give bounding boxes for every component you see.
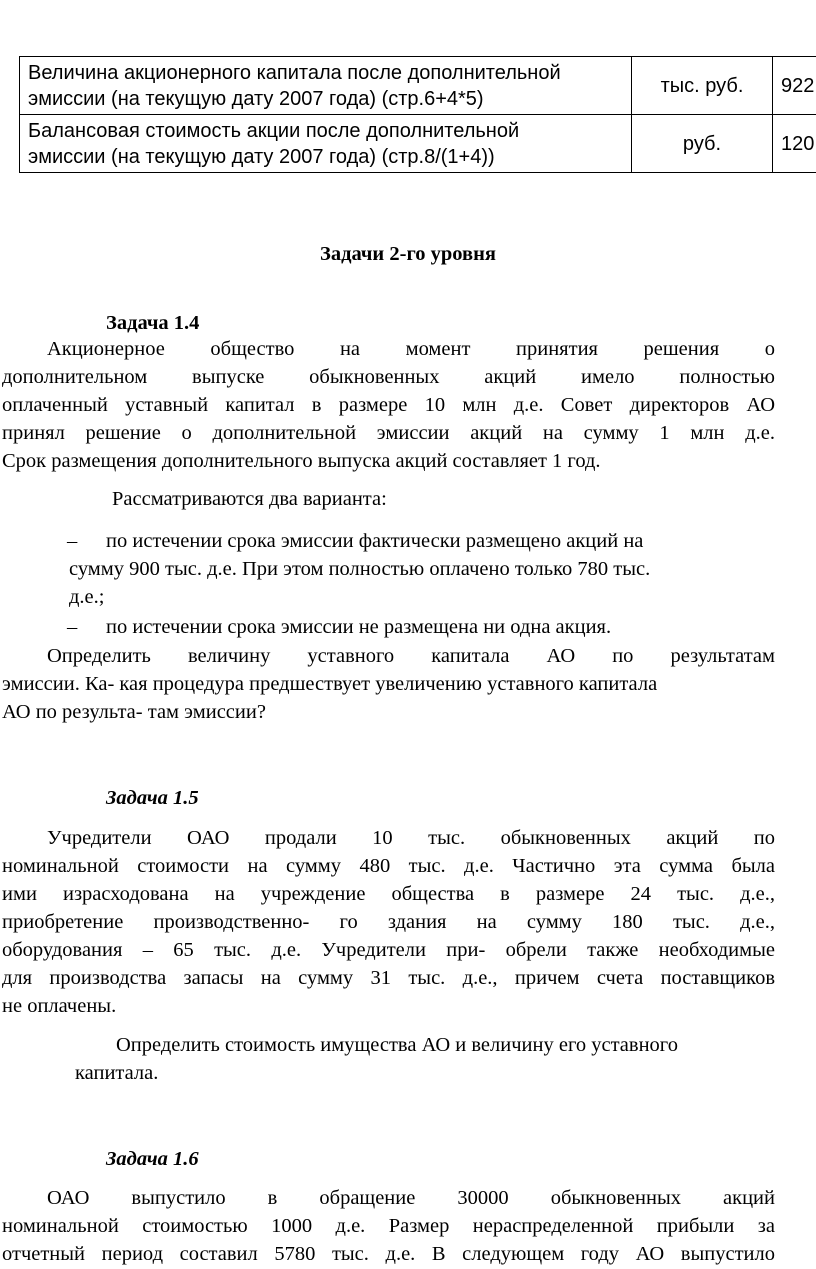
task-1-5-title: Задача 1.5 (106, 787, 199, 809)
paragraph-line: оплаченный уставный капитал в размере 10 млн д.е. Совет директоров АО (2, 394, 775, 416)
table-row (20, 57, 816, 115)
table-cell-value: 120 (773, 115, 816, 173)
task-1-4-title: Задача 1.4 (106, 312, 200, 334)
row-label-line: эмиссии (на текущую дату 2007 года) (стр.8/(1+4)) (28, 145, 495, 168)
question-line: Определить величину уставного капитала АО по результатам (47, 645, 775, 667)
list-item-line: по истечении срока эмиссии не размещена ни одна акция. (106, 616, 612, 638)
table-cell-label (20, 115, 632, 173)
paragraph-line: не оплачены. (2, 995, 117, 1017)
row-label-line: Балансовая стоимость акции после дополнительной (28, 119, 520, 142)
row-label-line: Величина акционерного капитала после дополнительной (28, 61, 561, 84)
paragraph-line: приобретение производственно- го здания на сумму 180 тыс. д.е., (2, 911, 775, 933)
paragraph-line: для производства запасы на сумму 31 тыс. д.е., причем счета поставщиков (2, 967, 775, 989)
list-item-line: по истечении срока эмиссии фактически размещено акций на (106, 530, 644, 552)
table-cell-unit: тыс. руб. (632, 57, 773, 115)
dash-bullet: – (67, 616, 78, 638)
task-1-6-title: Задача 1.6 (106, 1148, 199, 1170)
paragraph-line: номинальной стоимости на сумму 480 тыс. д.е. Частично эта сумма была (2, 855, 775, 877)
paragraph-line: принял решение о дополнительной эмиссии акций на сумму 1 млн д.е. (2, 422, 775, 444)
variants-intro: Рассматриваются два варианта: (112, 488, 387, 510)
table-row (20, 115, 816, 173)
paragraph-line: отчетный период составил 5780 тыс. д.е. В следующем году АО выпустило (2, 1243, 775, 1265)
table-cell-unit: руб. (632, 115, 773, 173)
paragraph-line: Учредители ОАО продали 10 тыс. обыкновенных акций по (47, 827, 775, 849)
paragraph-line: дополнительном выпуске обыкновенных акций имело полностью (2, 366, 775, 388)
list-item-line: д.е.; (69, 586, 105, 608)
question-line: капитала. (75, 1062, 159, 1084)
paragraph-line: ими израсходована на учреждение общества в размере 24 тыс. д.е., (2, 883, 775, 905)
paragraph-line: оборудования – 65 тыс. д.е. Учредители при- обрели также необходимые (2, 939, 775, 961)
question-line: Определить стоимость имущества АО и величину его уставного (116, 1034, 678, 1056)
paragraph-line: ОАО выпустило в обращение 30000 обыкновенных акций (47, 1187, 775, 1209)
question-line: эмиссии. Ка- кая процедура предшествует увеличению уставного капитала (2, 673, 658, 695)
row-label-line: эмиссии (на текущую дату 2007 года) (стр.6+4*5) (28, 87, 484, 110)
dash-bullet: – (67, 530, 78, 552)
paragraph-line: номинальной стоимостью 1000 д.е. Размер нераспределенной прибыли за (2, 1215, 775, 1237)
table-cell-value: 922 (773, 57, 816, 115)
list-item-line: сумму 900 тыс. д.е. При этом полностью оплачено только 780 тыс. (69, 558, 651, 580)
table-cell-label (20, 57, 632, 115)
capital-table (19, 56, 816, 173)
paragraph-line: Срок размещения дополнительного выпуска акций составляет 1 год. (2, 450, 601, 472)
section-heading: Задачи 2-го уровня (320, 243, 496, 265)
question-line: АО по результа- там эмиссии? (2, 701, 266, 723)
paragraph-line: Акционерное общество на момент принятия решения о (47, 338, 775, 360)
